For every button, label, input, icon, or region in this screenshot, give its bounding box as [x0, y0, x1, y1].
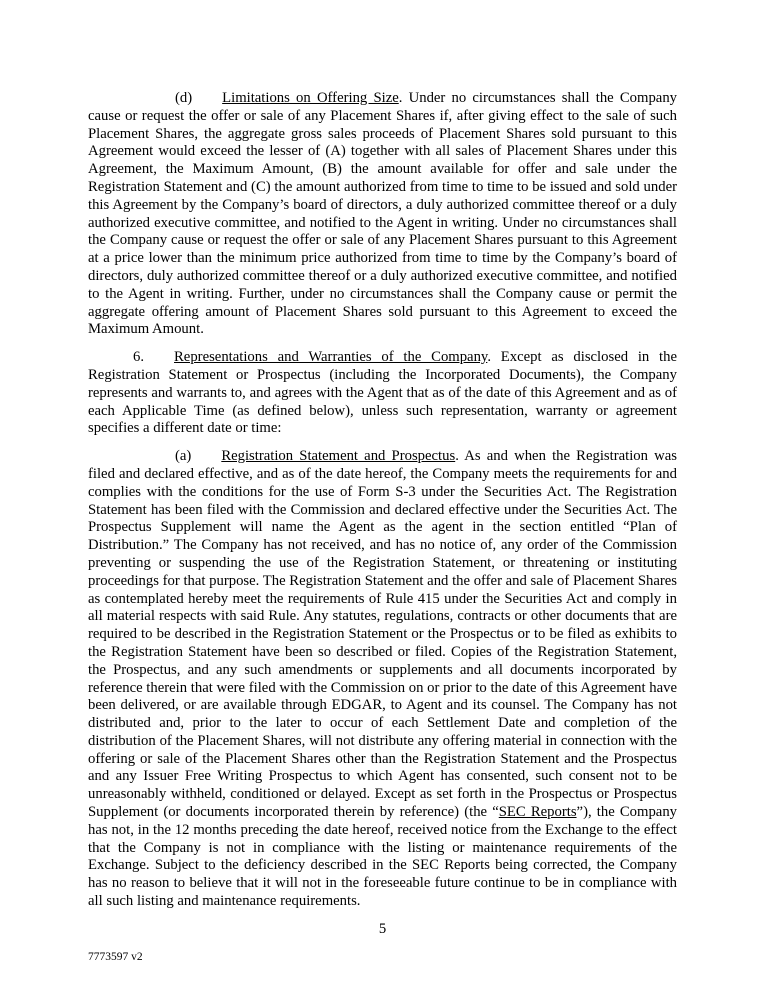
page-number: 5 — [378, 920, 387, 937]
section-number: 6. — [133, 349, 145, 366]
section-body: . Except as disclosed in the Registration Statement or Prospectus (including the Incorporated Documents), the Company represents and warrants to, and agrees with the Agent that as of the date of this Agreement and as of each Applicable Time (as defined below), unless such representation, warranty or agreement specifies a different date or time: — [88, 349, 678, 437]
section-6-representations-and-warranties — [88, 349, 677, 438]
paragraph-marker: (a) — [175, 448, 192, 465]
paragraph-body: ”), the Company has not, in the 12 months preceding the date hereof, received notice from the Exchange to the effect that the Company is not in compliance with the listing or maintenance requirements of the Exchange. Subject to the deficiency described in the SEC Reports being corrected, the Company has no reason to believe that it will not in the foreseeable future continue to be in compliance with all such listing and maintenance requirements. — [88, 804, 678, 910]
section-heading: Representations and Warranties of the Company — [174, 349, 488, 366]
document-control-number: 7773597 v2 — [88, 951, 143, 963]
paragraph-registration-statement-and-prospectus — [88, 448, 677, 911]
defined-term-sec-reports: SEC Reports — [498, 804, 577, 821]
paragraph-limitations-on-offering-size — [88, 90, 677, 339]
paragraph-body: . As and when the Registration was filed and declared effective, and as of the date hereof, the Company meets the requirements for and complies with the conditions for the use of Form S-3 under the Securities Act. The Registration Statement has been filed with the Commission and declared effective under the Securities Act. The Prospectus Supplement will name the Agent as the agent in the section entitled “Plan of Distribution.” The Company has not received, and has no notice of, any order of the Commission preventing or suspending the use of the Registration Statement, or threatening or instituting proceedings for that purpose. The Registration Statement and the offer and sale of Placement Shares as contemplated hereby meet the requirements of Rule 415 under the Securities Act and comply in all material respects with said Rule. Any statutes, regulations, contracts or other documents that are required to be described in the Registration Statement or the Prospectus or to be filed as exhibits to the Registration Statement have been so described or filed. Copies of the Registration Statement, the Prospectus, and any such amendments or supplements and all documents incorporated by reference therein that were filed with the Commission on or prior to the date of this Agreement have been delivered, or are available through EDGAR, to Agent and its counsel. The Company has not distributed and, prior to the later to occur of each Settlement Date and completion of the distribution of the Placement Shares, will not distribute any offering material in connection with the offering or sale of the Placement Shares other than the Registration Statement and the Prospectus and any Issuer Free Writing Prospectus to which Agent has consented, such consent not to be unreasonably withheld, conditioned or delayed. Except as set forth in the Prospectus or Prospectus Supplement (or documents incorporated therein by reference) (the “ — [88, 448, 677, 821]
paragraph-heading: Limitations on Offering Size — [222, 90, 399, 106]
paragraph-marker: (d) — [175, 90, 193, 106]
paragraph-body: . Under no circumstances shall the Company cause or request the offer or sale of any Placement Shares if, after giving effect to the sale of such Placement Shares, the aggregate gross sales proceeds of Placement Shares sold pursuant to this Agreement would exceed the lesser of (A) together with all sales of Placement Shares under this Agreement, the Maximum Amount, (B) the amount available for offer and sale under the Registration Statement and (C) the amount authorized from time to time to be issued and sold under this Agreement by the Company’s board of directors, a duly authorized committee thereof or a duly authorized executive committee, and notified to the Agent in writing. Under no circumstances shall the Company cause or request the offer or sale of any Placement Shares pursuant to this Agreement at a price lower than the minimum price authorized from time to time by the Company’s board of directors, duly authorized committee thereof or a duly authorized executive committee, and notified to the Agent in writing. Further, under no circumstances shall the Company cause or permit the aggregate offering amount of Placement Shares sold pursuant to this Agreement to exceed the Maximum Amount. — [88, 90, 678, 338]
paragraph-heading: Registration Statement and Prospectus — [221, 448, 456, 465]
